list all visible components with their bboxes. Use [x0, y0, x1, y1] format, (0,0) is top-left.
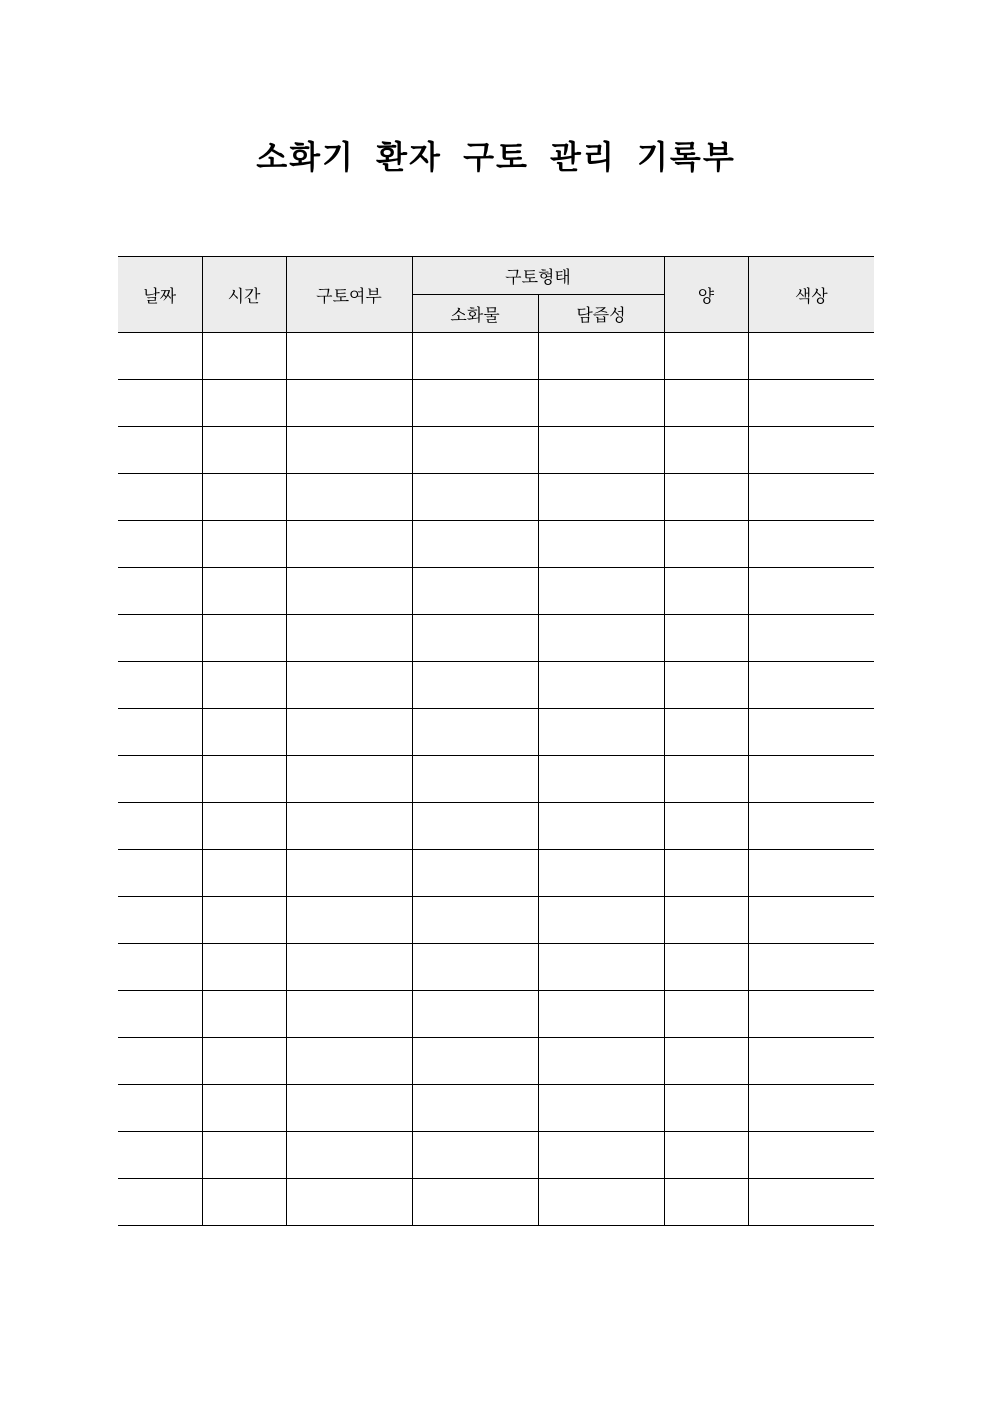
header-bilious: 담즙성	[538, 295, 664, 333]
cell-date[interactable]	[118, 1085, 202, 1132]
cell-amount[interactable]	[664, 380, 748, 427]
table-row	[118, 944, 874, 991]
cell-date[interactable]	[118, 803, 202, 850]
table-row	[118, 474, 874, 521]
cell-amount[interactable]	[664, 1132, 748, 1179]
cell-bilious[interactable]	[538, 615, 664, 662]
cell-time[interactable]	[202, 568, 286, 615]
cell-time[interactable]	[202, 1038, 286, 1085]
table-row	[118, 803, 874, 850]
cell-color[interactable]	[748, 1179, 874, 1226]
table-body	[118, 333, 874, 1226]
cell-bilious[interactable]	[538, 850, 664, 897]
cell-amount[interactable]	[664, 1179, 748, 1226]
cell-date[interactable]	[118, 615, 202, 662]
table-row	[118, 709, 874, 756]
cell-vomit-status[interactable]	[286, 756, 412, 803]
cell-color[interactable]	[748, 568, 874, 615]
cell-color[interactable]	[748, 333, 874, 380]
cell-time[interactable]	[202, 1132, 286, 1179]
cell-digested[interactable]	[412, 897, 538, 944]
table-row	[118, 333, 874, 380]
table-row	[118, 991, 874, 1038]
cell-digested[interactable]	[412, 991, 538, 1038]
cell-digested[interactable]	[412, 756, 538, 803]
cell-time[interactable]	[202, 1085, 286, 1132]
header-vomit-type: 구토형태	[412, 257, 664, 295]
cell-date[interactable]	[118, 427, 202, 474]
cell-bilious[interactable]	[538, 427, 664, 474]
table-header	[118, 257, 874, 333]
cell-vomit-status[interactable]	[286, 850, 412, 897]
table-row	[118, 1085, 874, 1132]
cell-amount[interactable]	[664, 850, 748, 897]
cell-vomit-status[interactable]	[286, 380, 412, 427]
cell-digested[interactable]	[412, 1038, 538, 1085]
header-date: 날짜	[118, 257, 202, 333]
table-row	[118, 1179, 874, 1226]
cell-amount[interactable]	[664, 615, 748, 662]
cell-vomit-status[interactable]	[286, 991, 412, 1038]
cell-digested[interactable]	[412, 615, 538, 662]
table-row	[118, 662, 874, 709]
cell-color[interactable]	[748, 756, 874, 803]
cell-date[interactable]	[118, 850, 202, 897]
cell-vomit-status[interactable]	[286, 1085, 412, 1132]
cell-color[interactable]	[748, 897, 874, 944]
cell-bilious[interactable]	[538, 897, 664, 944]
cell-time[interactable]	[202, 615, 286, 662]
cell-time[interactable]	[202, 803, 286, 850]
cell-vomit-status[interactable]	[286, 944, 412, 991]
cell-digested[interactable]	[412, 850, 538, 897]
cell-color[interactable]	[748, 427, 874, 474]
cell-digested[interactable]	[412, 1132, 538, 1179]
cell-color[interactable]	[748, 521, 874, 568]
cell-bilious[interactable]	[538, 474, 664, 521]
cell-vomit-status[interactable]	[286, 709, 412, 756]
table-row	[118, 427, 874, 474]
cell-digested[interactable]	[412, 944, 538, 991]
header-amount: 양	[664, 257, 748, 333]
cell-color[interactable]	[748, 1085, 874, 1132]
vomit-log-table	[118, 256, 874, 1226]
cell-amount[interactable]	[664, 1038, 748, 1085]
header-vomit-status: 구토여부	[286, 257, 412, 333]
cell-time[interactable]	[202, 474, 286, 521]
cell-bilious[interactable]	[538, 991, 664, 1038]
cell-amount[interactable]	[664, 944, 748, 991]
cell-bilious[interactable]	[538, 1038, 664, 1085]
cell-amount[interactable]	[664, 427, 748, 474]
cell-bilious[interactable]	[538, 803, 664, 850]
cell-color[interactable]	[748, 474, 874, 521]
page-title: 소화기 환자 구토 관리 기록부	[256, 138, 736, 176]
cell-bilious[interactable]	[538, 662, 664, 709]
cell-time[interactable]	[202, 427, 286, 474]
cell-color[interactable]	[748, 944, 874, 991]
cell-date[interactable]	[118, 1179, 202, 1226]
cell-digested[interactable]	[412, 568, 538, 615]
cell-vomit-status[interactable]	[286, 427, 412, 474]
cell-vomit-status[interactable]	[286, 615, 412, 662]
table-row	[118, 1038, 874, 1085]
cell-time[interactable]	[202, 380, 286, 427]
cell-date[interactable]	[118, 662, 202, 709]
cell-time[interactable]	[202, 944, 286, 991]
cell-time[interactable]	[202, 662, 286, 709]
cell-color[interactable]	[748, 615, 874, 662]
cell-bilious[interactable]	[538, 1179, 664, 1226]
cell-bilious[interactable]	[538, 944, 664, 991]
cell-digested[interactable]	[412, 803, 538, 850]
cell-time[interactable]	[202, 991, 286, 1038]
cell-date[interactable]	[118, 944, 202, 991]
table-row	[118, 521, 874, 568]
cell-color[interactable]	[748, 850, 874, 897]
cell-amount[interactable]	[664, 521, 748, 568]
cell-date[interactable]	[118, 897, 202, 944]
table-row	[118, 615, 874, 662]
cell-bilious[interactable]	[538, 756, 664, 803]
cell-date[interactable]	[118, 1132, 202, 1179]
cell-time[interactable]	[202, 897, 286, 944]
cell-date[interactable]	[118, 474, 202, 521]
cell-vomit-status[interactable]	[286, 1132, 412, 1179]
cell-amount[interactable]	[664, 568, 748, 615]
cell-date[interactable]	[118, 709, 202, 756]
cell-digested[interactable]	[412, 662, 538, 709]
cell-date[interactable]	[118, 991, 202, 1038]
cell-digested[interactable]	[412, 709, 538, 756]
cell-amount[interactable]	[664, 709, 748, 756]
cell-bilious[interactable]	[538, 380, 664, 427]
cell-amount[interactable]	[664, 474, 748, 521]
cell-color[interactable]	[748, 1038, 874, 1085]
cell-digested[interactable]	[412, 1179, 538, 1226]
cell-vomit-status[interactable]	[286, 568, 412, 615]
cell-date[interactable]	[118, 568, 202, 615]
cell-amount[interactable]	[664, 803, 748, 850]
cell-vomit-status[interactable]	[286, 662, 412, 709]
table-row	[118, 1132, 874, 1179]
cell-vomit-status[interactable]	[286, 1038, 412, 1085]
cell-vomit-status[interactable]	[286, 1179, 412, 1226]
cell-bilious[interactable]	[538, 709, 664, 756]
cell-date[interactable]	[118, 521, 202, 568]
cell-digested[interactable]	[412, 380, 538, 427]
cell-digested[interactable]	[412, 474, 538, 521]
cell-bilious[interactable]	[538, 568, 664, 615]
header-time: 시간	[202, 257, 286, 333]
cell-bilious[interactable]	[538, 1132, 664, 1179]
header-color: 색상	[748, 257, 874, 333]
cell-vomit-status[interactable]	[286, 521, 412, 568]
cell-date[interactable]	[118, 756, 202, 803]
cell-digested[interactable]	[412, 521, 538, 568]
cell-color[interactable]	[748, 709, 874, 756]
cell-date[interactable]	[118, 333, 202, 380]
cell-date[interactable]	[118, 1038, 202, 1085]
cell-time[interactable]	[202, 1179, 286, 1226]
cell-amount[interactable]	[664, 1085, 748, 1132]
cell-bilious[interactable]	[538, 521, 664, 568]
cell-date[interactable]	[118, 380, 202, 427]
cell-color[interactable]	[748, 380, 874, 427]
cell-digested[interactable]	[412, 427, 538, 474]
cell-color[interactable]	[748, 803, 874, 850]
cell-digested[interactable]	[412, 333, 538, 380]
table-row	[118, 568, 874, 615]
table-row	[118, 897, 874, 944]
cell-amount[interactable]	[664, 897, 748, 944]
cell-amount[interactable]	[664, 991, 748, 1038]
cell-vomit-status[interactable]	[286, 897, 412, 944]
cell-bilious[interactable]	[538, 333, 664, 380]
cell-vomit-status[interactable]	[286, 333, 412, 380]
cell-color[interactable]	[748, 1132, 874, 1179]
table-row	[118, 850, 874, 897]
cell-amount[interactable]	[664, 333, 748, 380]
cell-time[interactable]	[202, 850, 286, 897]
cell-time[interactable]	[202, 333, 286, 380]
cell-amount[interactable]	[664, 756, 748, 803]
cell-color[interactable]	[748, 662, 874, 709]
cell-bilious[interactable]	[538, 1085, 664, 1132]
cell-time[interactable]	[202, 709, 286, 756]
cell-time[interactable]	[202, 521, 286, 568]
table-row	[118, 380, 874, 427]
header-digested: 소화물	[412, 295, 538, 333]
cell-amount[interactable]	[664, 662, 748, 709]
cell-time[interactable]	[202, 756, 286, 803]
cell-digested[interactable]	[412, 1085, 538, 1132]
table-row	[118, 756, 874, 803]
cell-vomit-status[interactable]	[286, 474, 412, 521]
cell-color[interactable]	[748, 991, 874, 1038]
cell-vomit-status[interactable]	[286, 803, 412, 850]
